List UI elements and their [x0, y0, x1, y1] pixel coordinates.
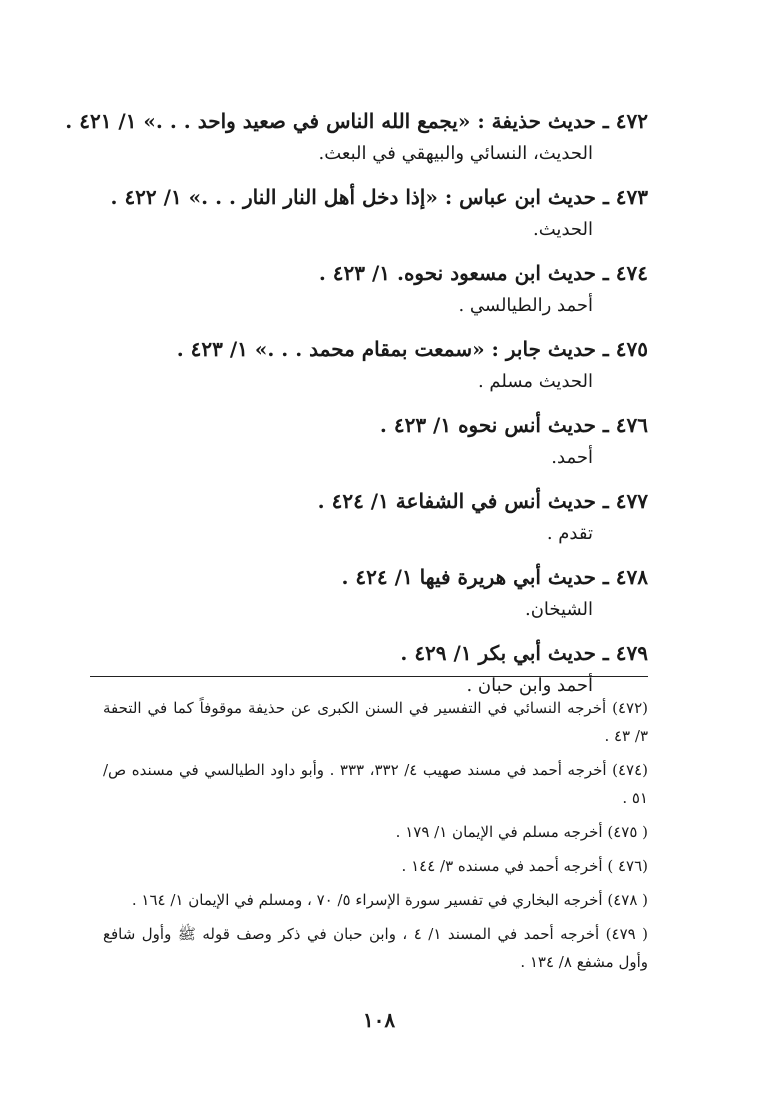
hadith-entries: [65, 104, 648, 712]
footnote: ( ٤٧٥) أخرجه مسلم في الإيمان ١/ ١٧٩ .: [395, 823, 648, 841]
hadith-entry: [128, 408, 648, 474]
hadith-entry: [110, 180, 648, 246]
hadith-source: الشيخان.: [524, 599, 593, 620]
hadith-entry: [128, 256, 648, 322]
hadith-title: ٤٧٧ ـ حديث أنس في الشفاعة ١/ ٤٢٤ .: [317, 489, 648, 513]
footnote: (٤٧٦ ) أخرجه أحمد في مسنده ٣/ ١٤٤ .: [401, 857, 648, 875]
hadith-title: ٤٧٦ ـ حديث أنس نحوه ١/ ٤٢٣ .: [379, 413, 648, 437]
footnote: ( ٤٧٨) أخرجه البخاري في تفسير سورة الإسراء ٥/ ٧٠ ، ومسلم في الإيمان ١/ ١٦٤ .: [131, 891, 648, 909]
hadith-entry: [65, 104, 648, 170]
hadith-entry: [128, 484, 648, 550]
hadith-source: أحمد رالطيالسي .: [458, 295, 593, 316]
hadith-source: أحمد.: [551, 447, 593, 468]
hadith-title: ٤٧٨ ـ حديث أبي هريرة فيها ١/ ٤٢٤ .: [341, 565, 648, 589]
hadith-entry: [128, 560, 648, 626]
hadith-source: الحديث، النسائي والبيهقي في البعث.: [318, 143, 593, 164]
hadith-source: تقدم .: [546, 523, 593, 544]
footnote-divider: [90, 676, 648, 677]
hadith-entry: [128, 636, 648, 702]
hadith-title: ٤٧٩ ـ حديث أبي بكر ١/ ٤٢٩ .: [400, 641, 648, 665]
footnote: ( ٤٧٩) أخرجه أحمد في المسند ١/ ٤ ، وابن حبان في ذكر وصف قوله ﷺ وأول شافع وأول مشفع ٨/ ١٣٤ .: [103, 925, 649, 971]
hadith-title: ٤٧٥ ـ حديث جابر : «سمعت بمقام محمد . . .» ١/ ٤٢٣ .: [176, 337, 648, 361]
hadith-title: ٤٧٣ ـ حديث ابن عباس : «إذا دخل أهل النار النار . . .» ١/ ٤٢٢ .: [110, 185, 648, 209]
hadith-source: أحمد وابن حبان .: [466, 675, 593, 696]
footnote: (٤٧٢) أخرجه النسائي في التفسير في السنن الكبرى عن حذيفة موقوفاً كما في التحفة ٣/ ٤٣ .: [103, 699, 648, 745]
footnotes: [103, 694, 648, 982]
hadith-source: الحديث مسلم .: [477, 371, 593, 392]
page-number: ١٠٨: [362, 1008, 396, 1032]
hadith-title: ٤٧٢ ـ حديث حذيفة : «يجمع الله الناس في صعيد واحد . . .» ١/ ٤٢١ .: [65, 109, 648, 133]
hadith-title: ٤٧٤ ـ حديث ابن مسعود نحوه. ١/ ٤٢٣ .: [318, 261, 648, 285]
hadith-source: الحديث.: [533, 219, 593, 240]
footnote: (٤٧٤) أخرجه أحمد في مسند صهيب ٤/ ٣٣٢، ٣٣٣ . وأبو داود الطيالسي في مسنده ص/ ٥١ .: [103, 761, 649, 807]
hadith-entry: [128, 332, 648, 398]
